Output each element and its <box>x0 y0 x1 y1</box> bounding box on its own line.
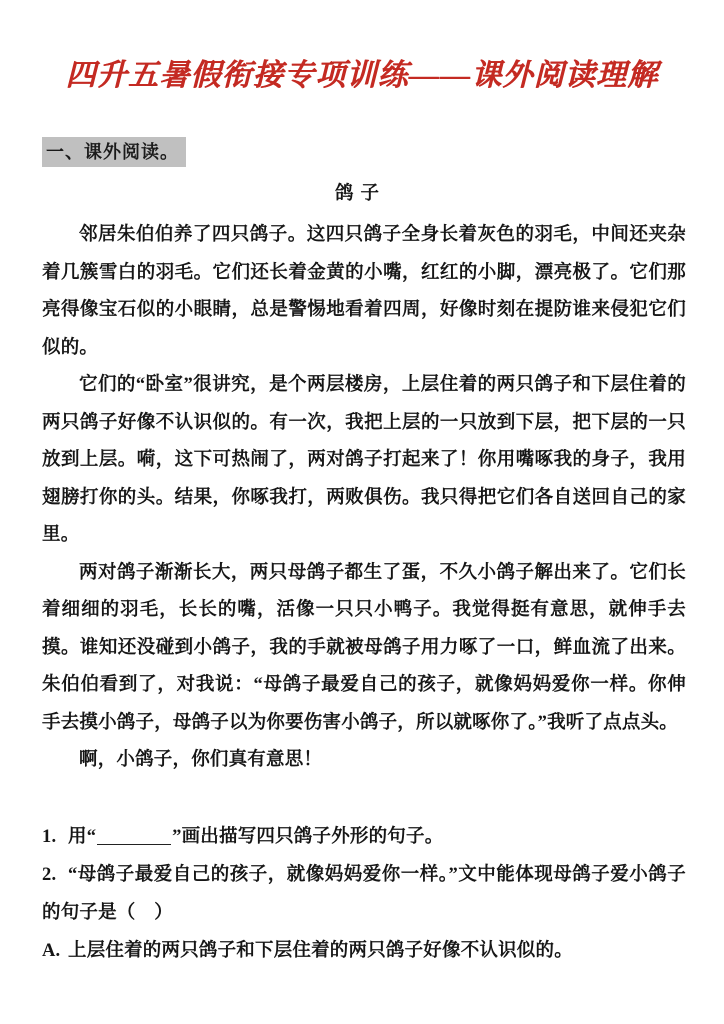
question-1-text-before: 用“ <box>68 827 97 847</box>
question-1-text-after: ”画出描写四只鸽子外形的句子。 <box>172 827 444 847</box>
question-1-number: 1. <box>42 827 57 847</box>
questions-section <box>42 818 686 970</box>
question-1-blank[interactable] <box>97 844 171 845</box>
question-item-1 <box>42 818 686 856</box>
section-heading-container <box>42 137 186 167</box>
article-paragraph-2: 它们的“卧室”很讲究，是个两层楼房，上层住着的两只鸽子和下层住着的两只鸽子好像不认识似的。有一次，我把上层的一只放到下层，把下层的一只放到上层。嗬，这下可热闹了，两对鸽子打起来了！你用嘴啄我的身子，我用翅膀打你的头。结果，你啄我打，两败俱伤。我只得把它们各自送回自己的家里。 <box>42 375 686 545</box>
article-body <box>42 176 686 780</box>
article-paragraph-4: 啊，小鸽子，你们真有意思！ <box>79 750 323 770</box>
article-paragraph-3: 两对鸽子渐渐长大，两只母鸽子都生了蛋，不久小鸽子解出来了。它们长着细细的羽毛，长长的嘴，活像一只只小鸭子。我觉得挺有意思，就伸手去摸。谁知还没碰到小鸽子，我的手就被母鸽子用力啄了一口，鲜血流了出来。朱伯伯看到了，对我说：“母鸽子最爱自己的孩子，就像妈妈爱你一样。你伸手去摸小鸽子，母鸽子以为你要伤害小鸽子，所以就啄你了。”我听了点点头。 <box>42 562 686 733</box>
question-2-text: “母鸽子最爱自己的孩子，就像妈妈爱你一样。”文中能体现母鸽子爱小鸽子的句子是（ ） <box>42 865 686 923</box>
option-a-text: 上层住着的两只鸽子和下层住着的两只鸽子好像不认识似的。 <box>68 941 573 961</box>
article-paragraph-1: 邻居朱伯伯养了四只鸽子。这四只鸽子全身长着灰色的羽毛，中间还夹杂着几簇雪白的羽毛。它们还长着金黄的小嘴，红红的小脚，漂亮极了。它们那亮得像宝石似的小眼睛，总是警惕地看着四周，好像时刻在提防谁来侵犯它们似的。 <box>42 225 686 358</box>
option-a-label: A. <box>42 941 61 961</box>
question-item-2 <box>42 856 686 932</box>
article-title: 鸽子 <box>334 184 386 204</box>
document-title: 四升五暑假衔接专项训练——课外阅读理解 <box>65 59 659 92</box>
section-heading-reading: 一、课外阅读。 <box>42 137 186 167</box>
option-item-a[interactable] <box>42 932 686 970</box>
question-2-number: 2. <box>42 865 57 885</box>
